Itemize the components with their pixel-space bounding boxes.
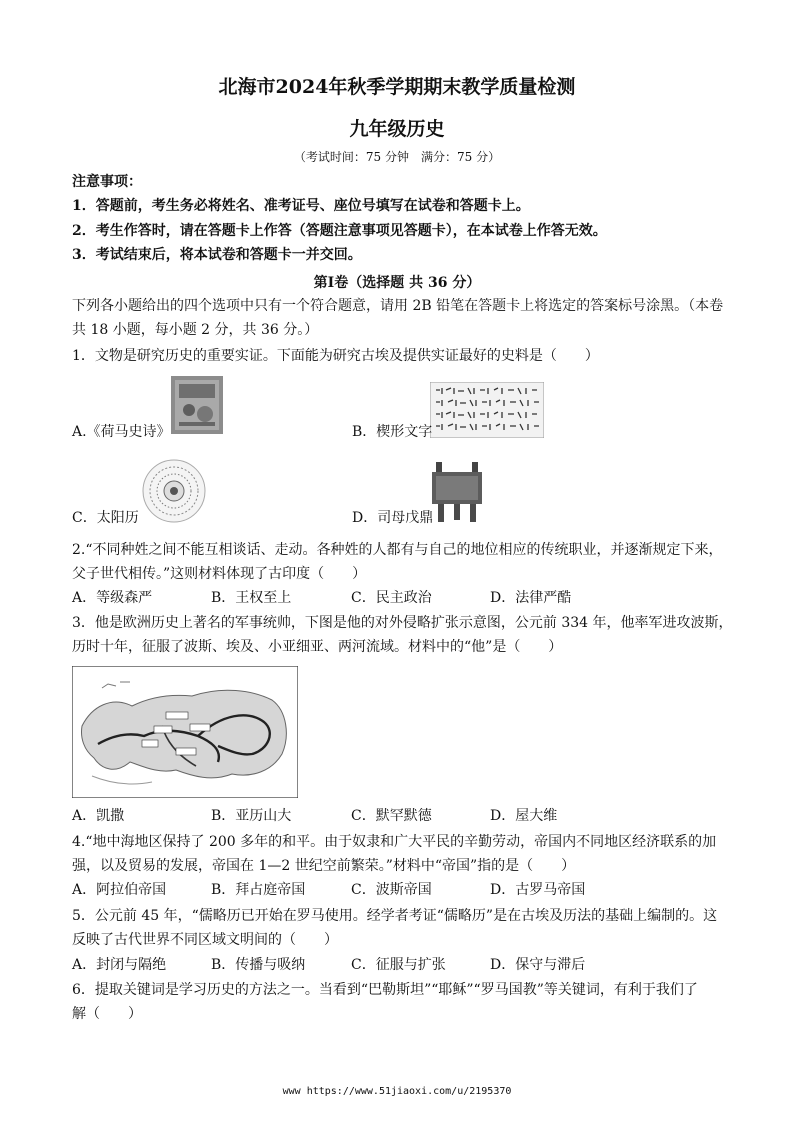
option-4a: A．阿拉伯帝国: [72, 882, 167, 898]
option-3d: D．屋大维: [490, 808, 558, 824]
option-2d: D．法律严酷: [490, 590, 572, 606]
option-2a: A．等级森严: [72, 590, 153, 606]
option-3a: A．凯撒: [72, 808, 125, 824]
option-4b: B．拜占庭帝国: [211, 882, 306, 898]
notice-item: 3．考试结束后，将本试卷和答题卡一并交回。: [72, 247, 362, 263]
question-stem: 4.“地中海地区保持了 200 多年的和平。由于奴隶和广大平民的辛勤劳动，帝国内不同地区经济联系的加: [72, 834, 717, 850]
option-1a: A.《荷马史诗》: [72, 424, 171, 440]
option-5a: A．封闭与隔绝: [72, 957, 167, 973]
exam-info: （考试时间：75 分钟 满分：75 分）: [293, 150, 501, 164]
question-stem: 2.“不同种姓之间不能互相谈话、走动。各种姓的人都有与自己的地位相应的传统职业，并逐渐规定下来，: [72, 542, 723, 558]
option-2c: C．民主政治: [351, 590, 432, 606]
cuneiform-image: [430, 382, 544, 438]
section-title: 第Ⅰ卷（选择题 共 36 分）: [313, 275, 481, 291]
page-title: 北海市2024年秋季学期期末教学质量检测: [218, 76, 576, 98]
conquest-map-image: [72, 666, 298, 798]
question-stem: 3．他是欧洲历史上著名的军事统帅，下图是他的对外侵略扩张示意图，公元前 334 年，他率军进攻波斯，: [72, 615, 733, 631]
section-intro: 共 18 小题，每小题 2 分，共 36 分。）: [72, 322, 319, 338]
question-stem: 父子世代相传。”这则材料体现了古印度（ ）: [72, 566, 367, 582]
notice-item: 2．考生作答时，请在答题卡上作答（答题注意事项见答题卡），在本试卷上作答无效。: [72, 223, 607, 239]
option-2b: B．王权至上: [211, 590, 292, 606]
option-1c: C．太阳历: [72, 510, 139, 526]
page-subtitle: 九年级历史: [349, 118, 445, 140]
option-5b: B．传播与吸纳: [211, 957, 306, 973]
notice-heading: 注意事项：: [72, 174, 142, 190]
question-stem: 历时十年，征服了波斯、埃及、小亚细亚、两河流域。材料中的“他”是（ ）: [72, 639, 563, 655]
option-5c: C．征服与扩张: [351, 957, 446, 973]
footer-url[interactable]: www https://www.51jiaoxi.com/u/2195370: [282, 1086, 512, 1097]
option-3c: C．默罕默德: [351, 808, 432, 824]
question-stem: 1．文物是研究历史的重要实证。下面能为研究古埃及提供实证最好的史料是（ ）: [72, 348, 599, 364]
solar-calendar-image: [136, 458, 212, 524]
question-stem: 反映了古代世界不同区域文明间的（ ）: [72, 932, 338, 948]
option-4c: C．波斯帝国: [351, 882, 432, 898]
notice-item: 1．答题前，考生务必将姓名、准考证号、座位号填写在试卷和答题卡上。: [72, 198, 530, 214]
question-stem: 强，以及贸易的发展，帝国在 1—2 世纪空前繁荣。”材料中“帝国”指的是（ ）: [72, 858, 576, 874]
question-stem: 6．提取关键词是学习历史的方法之一。当看到“巴勒斯坦”“耶稣”“罗马国教”等关键词，有利于我们了: [72, 982, 698, 998]
question-stem: 5．公元前 45 年，“儒略历已开始在罗马使用。经学者考证“儒略历”是在古埃及历法的基础上编制的。这: [72, 908, 718, 924]
option-5d: D．保守与滞后: [490, 957, 586, 973]
section-intro: 下列各小题给出的四个选项中只有一个符合题意，请用 2B 铅笔在答题卡上将选定的答案标号涂黑。（本卷: [72, 298, 724, 314]
option-4d: D．古罗马帝国: [490, 882, 586, 898]
option-1b: B．楔形文字: [352, 424, 433, 440]
homer-epic-image: [171, 376, 223, 434]
simuwu-ding-image: [428, 460, 486, 524]
option-3b: B．亚历山大: [211, 808, 292, 824]
option-1d: D．司母戊鼎: [352, 510, 434, 526]
question-stem: 解（ ）: [72, 1006, 142, 1022]
